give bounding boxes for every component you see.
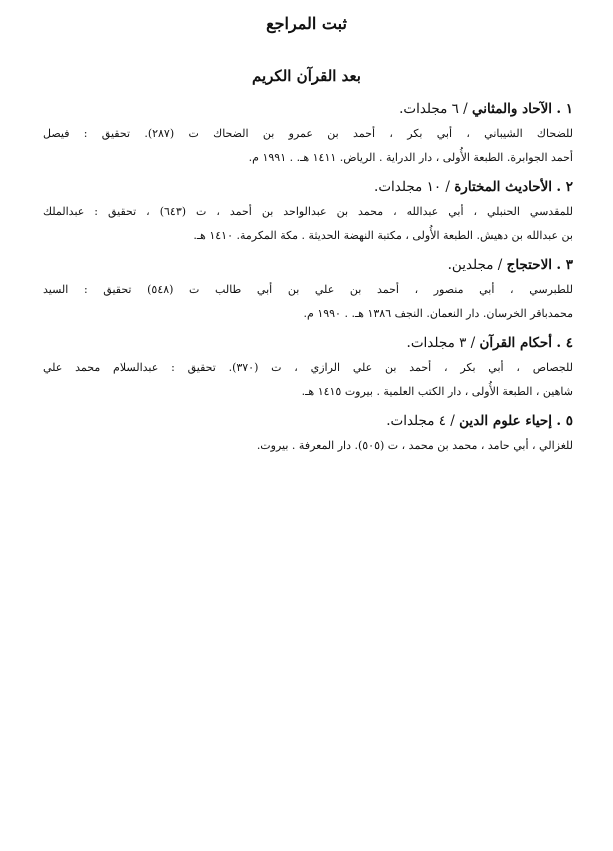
reference-entry-2 [43,176,573,248]
reference-volumes: / ٣ مجلدات. [406,335,480,351]
reference-entry-5 [43,410,573,458]
reference-details-line: أحمد الجوابرة. الطبعة الأُولى ، دار الدراية . الرياض. ١٤١١ هـ. . ١٩٩١ م. [248,151,573,164]
reference-heading [43,98,573,120]
reference-entry-1 [43,98,573,170]
reference-title: إحياء علوم الدين [459,413,553,429]
reference-heading [43,332,573,354]
reference-details-line: للضحاك الشيباني ، أبي بكر ، أحمد بن عمرو بن الضحاك ت (٢٨٧). تحقيق : فيصل [43,127,573,140]
reference-details [43,434,573,458]
reference-details-line: محمدباقر الخرسان. دار النعمان. النجف ١٣٨٦ هـ. . ١٩٩٠ م. [303,307,573,320]
reference-title: الآحاد والمثاني [472,101,553,117]
reference-volumes: / ٤ مجلدات. [386,413,460,429]
reference-number: ٤ . [556,335,573,351]
reference-heading [43,176,573,198]
reference-volumes: / مجلدين. [447,257,507,273]
reference-details-line: للغزالي ، أبي حامد ، محمد بن محمد ، ت (٥٠٥). دار المعرفة . بيروت. [256,439,573,452]
reference-details-line: بن عبدالله بن دهيش. الطبعة الأُولى ، مكتبة النهضة الحديثة . مكة المكرمة. ١٤١٠ هـ. [193,229,573,242]
reference-title: الاحتجاج [506,257,553,273]
reference-details-line: للجصاص ، أبي بكر ، أحمد بن علي الرازي ، ت (٣٧٠). تحقيق : عبدالسلام محمد علي [43,361,573,374]
reference-details [43,356,573,404]
reference-title: أحكام القرآن [479,335,553,351]
reference-number: ٥ . [556,413,573,429]
reference-number: ٣ . [556,257,573,273]
reference-entry-3 [43,254,573,326]
page-subtitle: بعد القرآن الكريم [252,67,361,85]
reference-details [43,122,573,170]
reference-volumes: / ١٠ مجلدات. [374,179,455,195]
reference-volumes: / ٦ مجلدات. [399,101,473,117]
reference-title: الأحاديث المختارة [454,179,553,195]
reference-heading [43,410,573,432]
reference-details [43,278,573,326]
reference-details [43,200,573,248]
reference-details-line: للطبرسي ، أبي منصور ، أحمد بن علي بن أبي طالب ت (٥٤٨) تحقيق : السيد [43,283,573,296]
page-title: ثبت المراجع [266,14,347,33]
reference-number: ١ . [556,101,573,117]
reference-list [43,98,573,464]
reference-heading [43,254,573,276]
reference-details-line: للمقدسي الحنبلي ، أبي عبدالله ، محمد بن عبدالواحد بن أحمد ، ت (٦٤٣) ، تحقيق : عبدالملك [43,205,573,218]
reference-details-line: شاهين ، الطبعة الأُولى ، دار الكتب العلمية . بيروت ١٤١٥ هـ. [301,385,573,398]
reference-entry-4 [43,332,573,404]
reference-number: ٢ . [556,179,573,195]
